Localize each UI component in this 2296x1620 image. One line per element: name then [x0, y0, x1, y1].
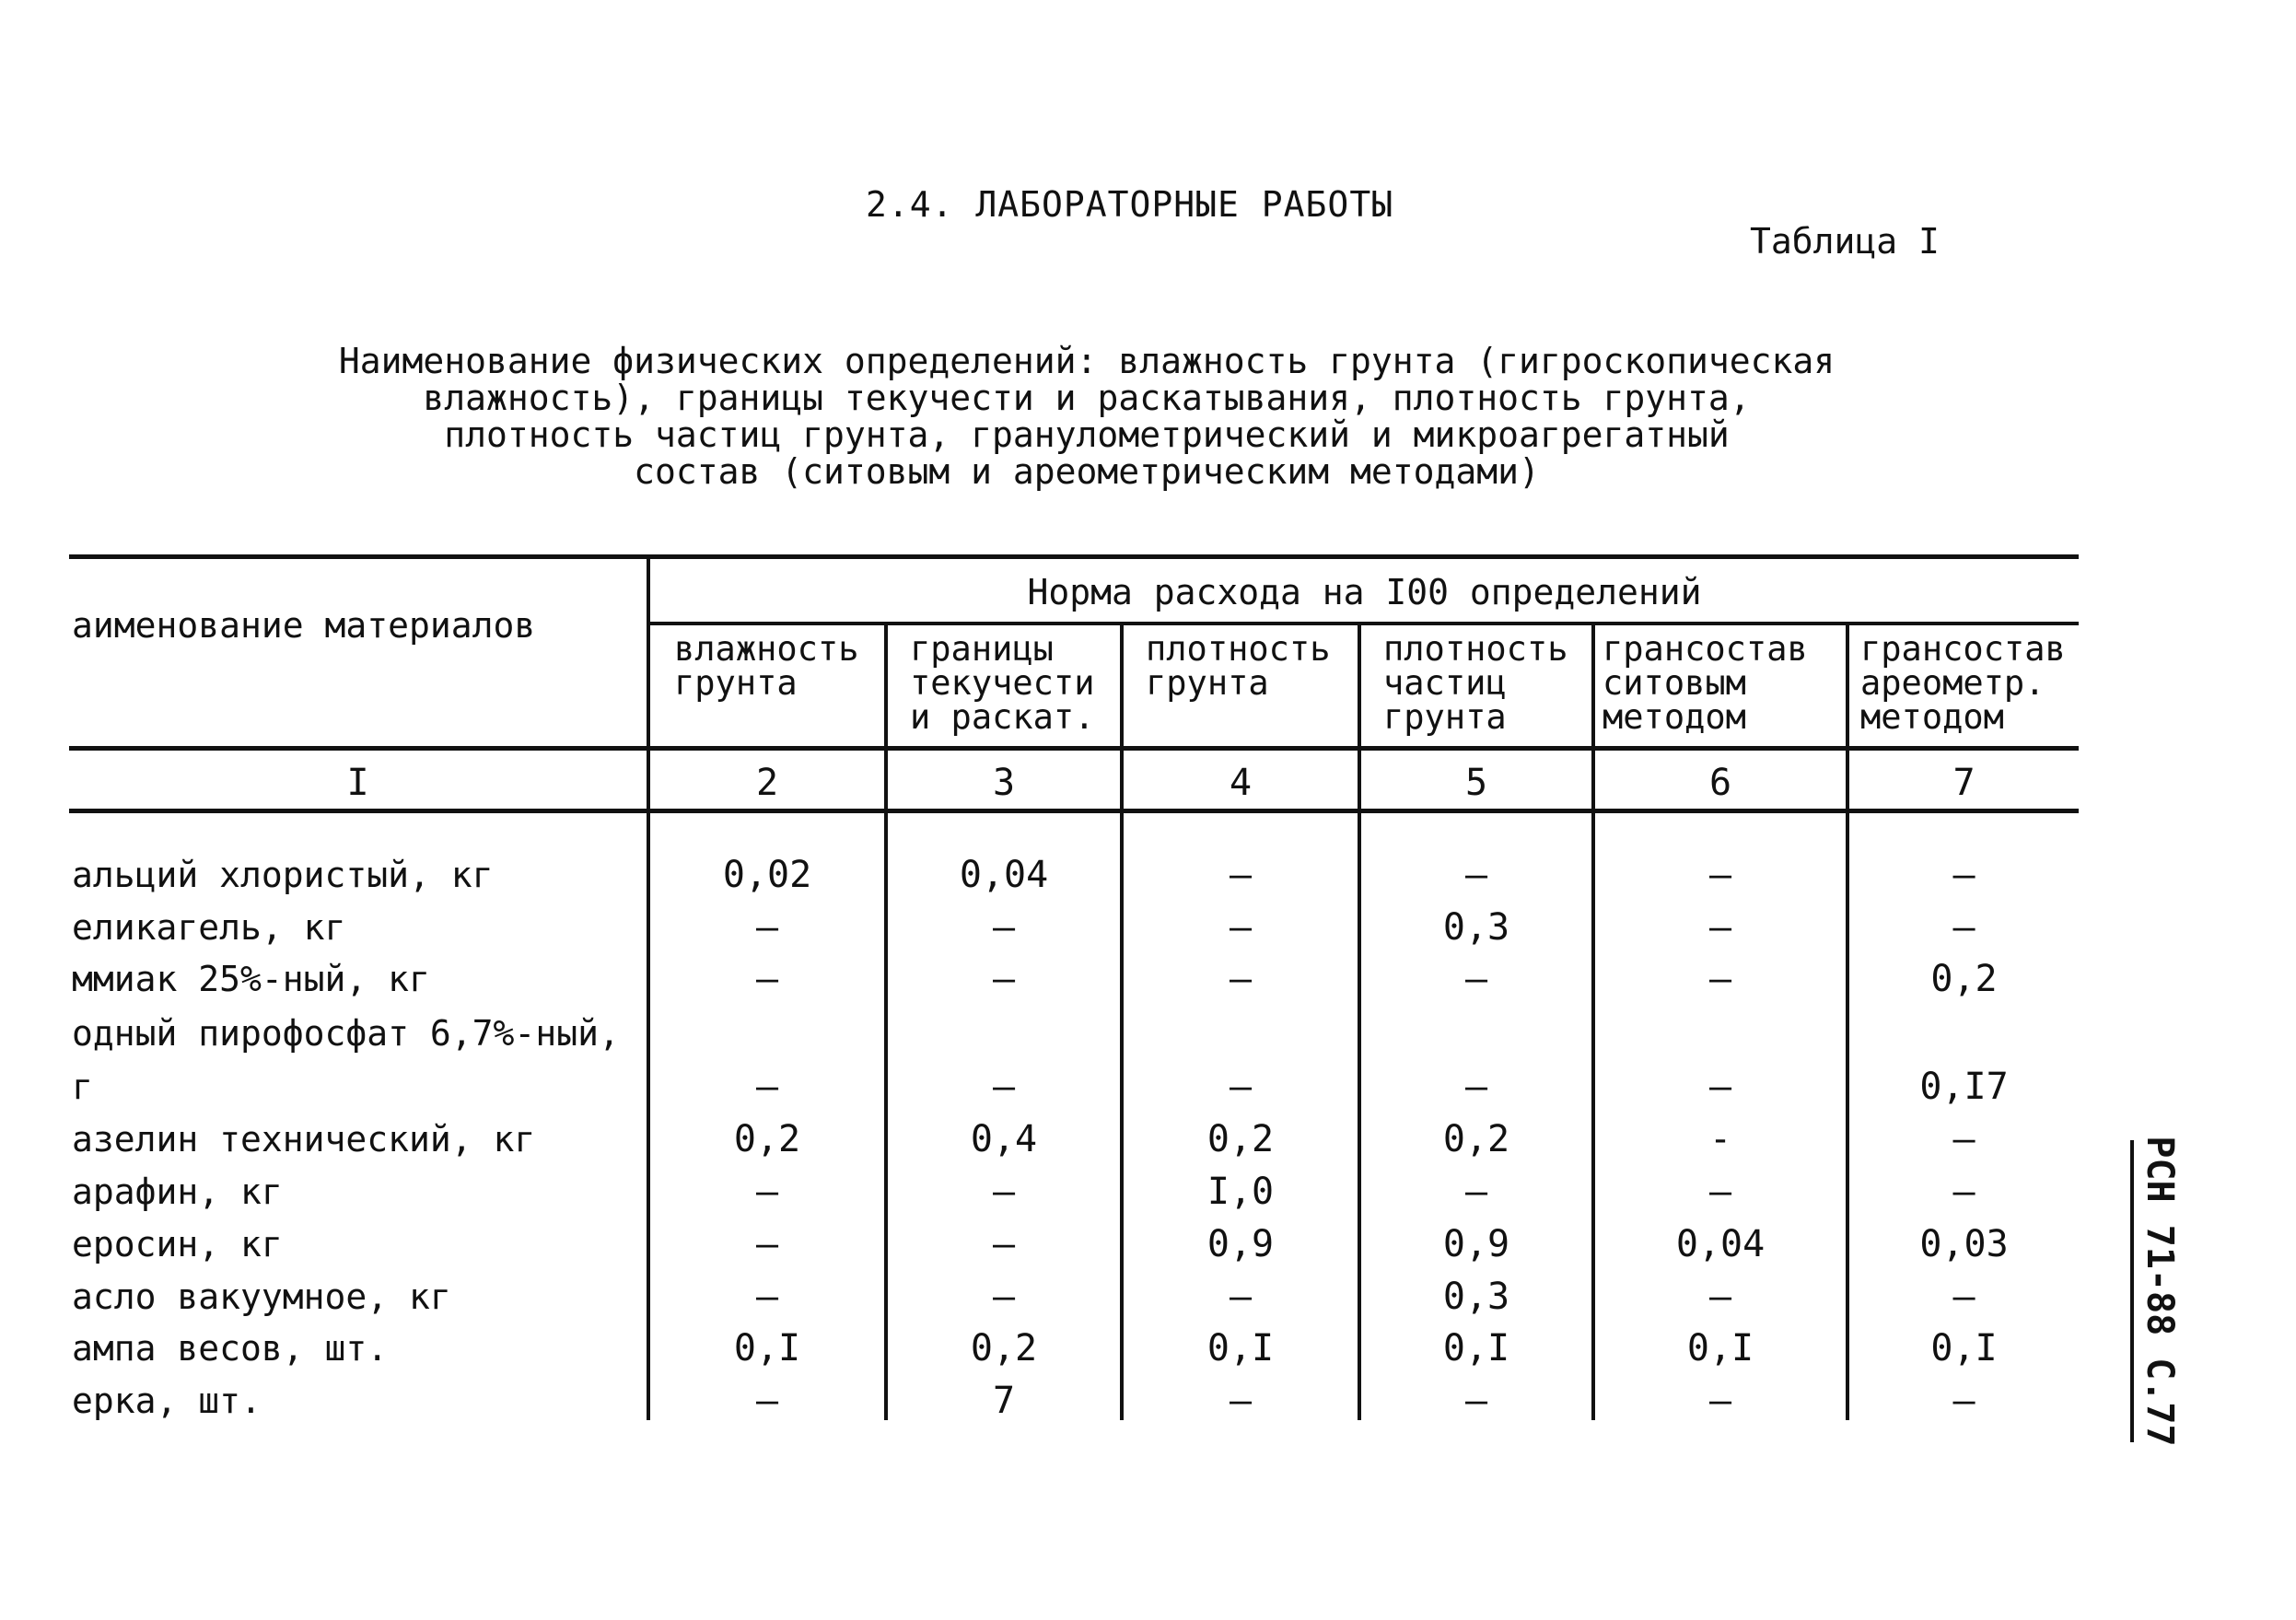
- table-cell: –: [1229, 958, 1253, 1000]
- material-name: ерка, шт.: [72, 1381, 262, 1421]
- table-cell: 0,03: [1919, 1223, 2009, 1265]
- table-cell: –: [1952, 1171, 1975, 1213]
- table-cell: –: [755, 1276, 779, 1318]
- side-stamp-rule: [2130, 1140, 2134, 1442]
- table-cell: –: [1952, 906, 1975, 949]
- table-cell: –: [755, 1380, 779, 1422]
- table-cell: 0,9: [1442, 1223, 1510, 1265]
- table-cell: 0,I: [1442, 1327, 1510, 1369]
- column-number: 6: [1708, 762, 1732, 804]
- column-number: 7: [1952, 762, 1975, 804]
- material-name: арафин, кг: [72, 1171, 283, 1212]
- description-line: состав (ситовым и ареометрическим методами): [634, 451, 1540, 492]
- column-header-sieve: грансостав ситовым методом: [1603, 629, 1808, 737]
- table-cell: –: [1952, 854, 1975, 896]
- column-number: 2: [755, 762, 779, 804]
- side-page-stamp: [2123, 1135, 2197, 1448]
- table-cell: –: [755, 1223, 779, 1265]
- column-header-limits: границы текучести и раскат.: [910, 629, 1095, 737]
- table-cell: –: [755, 906, 779, 949]
- column-number: 5: [1464, 762, 1488, 804]
- table-cell: –: [755, 1066, 779, 1108]
- material-name: ммиак 25%-ный, кг: [72, 959, 430, 999]
- material-name: асло вакуумное, кг: [72, 1276, 451, 1317]
- description-line: Наименование физических определений: влажность грунта (гигроскопическая: [338, 341, 1836, 381]
- table-cell: 0,2: [1930, 958, 1998, 1000]
- table-cell: –: [1229, 906, 1253, 949]
- column-header-particle-density: плотность частиц грунта: [1383, 629, 1568, 737]
- column-header-hydrometer: грансостав ареометр. методом: [1860, 629, 2066, 737]
- table-cell: –: [1229, 1276, 1253, 1318]
- table-top-rule: [69, 554, 2079, 559]
- table-cell: 0,04: [1675, 1223, 1766, 1265]
- table-cell: –: [1952, 1118, 1975, 1160]
- table-cell: –: [1708, 854, 1732, 896]
- column-header-density: плотность грунта: [1146, 629, 1331, 703]
- table-cell: –: [1708, 1276, 1732, 1318]
- table-cell: –: [1464, 854, 1488, 896]
- column-number: I: [346, 762, 369, 804]
- table-cell: –: [755, 958, 779, 1000]
- first-column-header: аименование материалов: [72, 605, 536, 646]
- table-cell: 0,2: [970, 1327, 1038, 1369]
- description: [276, 343, 1897, 490]
- table-cell: 0,I: [1930, 1327, 1998, 1369]
- column-numbers-rule: [69, 809, 2079, 813]
- section-title: 2.4. ЛАБОРАТОРНЫЕ РАБОТЫ: [866, 184, 1394, 225]
- column-header-moisture: влажность грунта: [674, 629, 859, 703]
- table-cell: 0,2: [1206, 1118, 1275, 1160]
- group-header: Норма расхода на I00 определений: [1027, 572, 1702, 612]
- table-cell: 0,2: [733, 1118, 801, 1160]
- table-cell: –: [1464, 1171, 1488, 1213]
- table-cell: –: [1708, 1380, 1732, 1422]
- table-cell: –: [1708, 958, 1732, 1000]
- table-cell: –: [1952, 1380, 1975, 1422]
- table-cell: 0,I: [733, 1327, 801, 1369]
- table-label: Таблица I: [1750, 221, 1940, 262]
- table-cell: 0,I7: [1919, 1066, 2009, 1108]
- material-name: азелин технический, кг: [72, 1119, 536, 1160]
- table-cell: 0,I: [1206, 1327, 1275, 1369]
- table-cell: –: [992, 1276, 1016, 1318]
- table-cell: 0,3: [1442, 1276, 1510, 1318]
- table-cell: –: [1708, 1171, 1732, 1213]
- material-name: еросин, кг: [72, 1224, 283, 1265]
- table-cell: 0,3: [1442, 906, 1510, 949]
- table-cell: 0,I: [1686, 1327, 1754, 1369]
- table-cell: –: [992, 958, 1016, 1000]
- side-stamp-text: РСН 71-88 С.77: [2139, 1136, 2181, 1447]
- material-name: альций хлористый, кг: [72, 855, 494, 895]
- table-cell: –: [755, 1171, 779, 1213]
- table-cell: 0,9: [1206, 1223, 1275, 1265]
- description-line: плотность частиц грунта, гранулометрический и микроагрегатный: [444, 414, 1730, 455]
- table-cell: –: [1708, 1066, 1732, 1108]
- table-cell: –: [1464, 1066, 1488, 1108]
- material-name: г: [72, 1066, 93, 1107]
- table-cell: –: [1464, 1380, 1488, 1422]
- table-cell: –: [992, 1171, 1016, 1213]
- table-cell: –: [1952, 1276, 1975, 1318]
- group-header-rule: [647, 622, 2079, 625]
- table-cell: –: [992, 1223, 1016, 1265]
- table-cell: 0,04: [959, 854, 1049, 896]
- header-bottom-rule: [69, 746, 2079, 751]
- table-cell: 0,4: [970, 1118, 1038, 1160]
- table-cell: –: [992, 1066, 1016, 1108]
- description-line: влажность), границы текучести и раскатывания, плотность грунта,: [423, 378, 1751, 418]
- material-name: одный пирофосфат 6,7%-ный,: [72, 1013, 620, 1054]
- table-cell: –: [1229, 854, 1253, 896]
- column-number: 4: [1229, 762, 1253, 804]
- table-cell: –: [1229, 1066, 1253, 1108]
- column-number: 3: [992, 762, 1016, 804]
- table-cell: –: [1464, 958, 1488, 1000]
- table-cell: –: [1708, 906, 1732, 949]
- table-cell: 0,2: [1442, 1118, 1510, 1160]
- table-cell: 7: [992, 1380, 1016, 1422]
- material-name: ампа весов, шт.: [72, 1328, 389, 1369]
- table-cell: -: [1708, 1118, 1732, 1160]
- table-cell: I,0: [1206, 1171, 1275, 1213]
- table-cell: –: [992, 906, 1016, 949]
- material-name: еликагель, кг: [72, 907, 346, 948]
- table-cell: –: [1229, 1380, 1253, 1422]
- table-cell: 0,02: [722, 854, 812, 896]
